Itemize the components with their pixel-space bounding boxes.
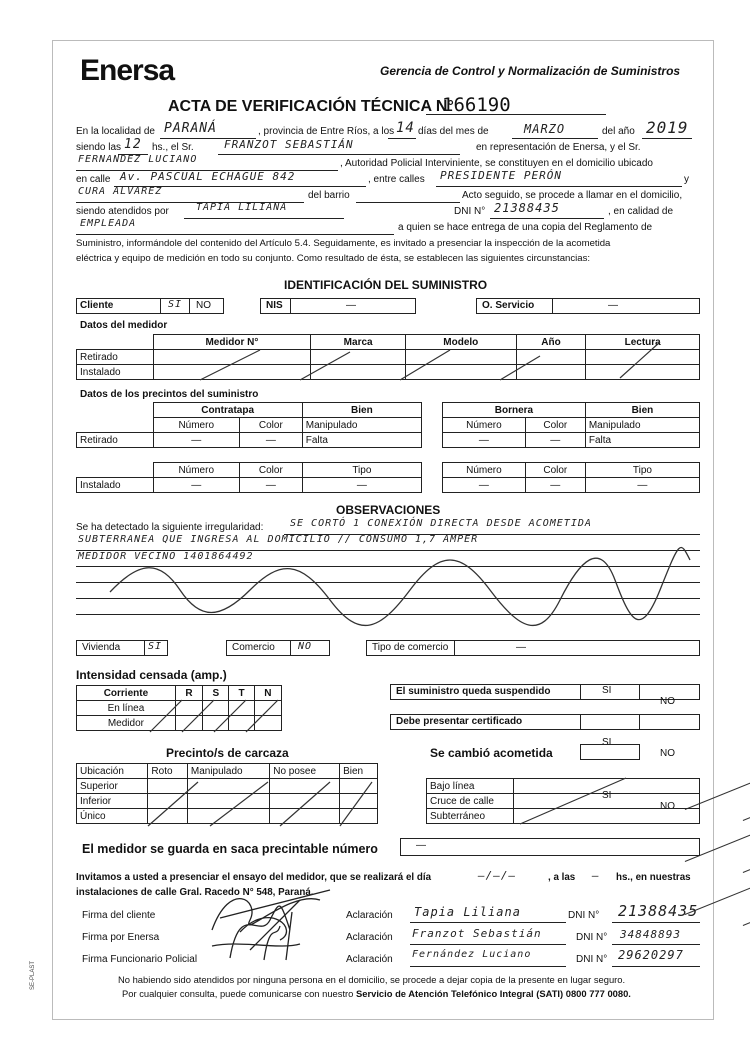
contratapa-header: Contratapa [153,403,302,418]
document-title: ACTA DE VERIFICACIÓN TÉCNICA N° [168,98,454,115]
aclaracion-3: Fernández Luciano [412,949,532,960]
col-header: R [175,686,202,701]
bien-header: Bien [585,403,699,418]
intro-text: en representación de Enersa, y el Sr. [476,142,641,153]
precintos-title: Datos de los precintos del suministro [80,389,259,400]
intro-text: y [684,174,689,185]
carcaza-title: Precinto/s de carcaza [166,746,289,760]
acometida-no: NO [660,801,750,812]
certificado-label: Debe presentar certificado [396,716,523,727]
invitacion-text: hs., en nuestras [616,872,691,883]
acometida-title: Se cambió acometida [430,746,553,760]
row-label: Cruce de calle [427,794,514,809]
intro-text: eléctrica y equipo de medición en todo su conjunto. Como resultado de ésta, se establecen las siguientes circunstancias: [76,253,591,264]
col-header: Manipulado [302,418,421,433]
anio-value: 2019 [646,118,689,137]
intro-text: siendo las [76,142,122,153]
sati-phone: Servicio de Atención Telefónico Integral (SATI) 0800 777 0080. [356,988,631,999]
dni-label: DNI N° [576,932,608,943]
col-header: Número [443,418,526,433]
aclaracion-label: Aclaración [346,910,393,921]
entre2-value: CURA ALVAREZ [78,186,163,197]
col-header: Año [516,335,586,350]
department-title: Gerencia de Control y Normalización de Suministros [380,64,681,78]
comercio-label: Comercio [232,642,275,653]
row-label: Bajo línea [427,779,514,794]
observaciones-label: Se ha detectado la siguiente irregularidad: [76,522,264,533]
side-code: SE-PLAST [30,960,36,990]
intro-text: , Autoridad Policial Interviniente, se constituyen en el domicilio ubicado [340,158,653,169]
cell-value: — [443,478,526,493]
row-label: Inferior [77,794,148,809]
certificado-no: NO [660,748,750,759]
col-header: N [254,686,281,701]
sr-value: FRANZOT SEBASTIÁN [224,138,354,151]
cliente-si: SI [168,299,183,310]
calle-value: Av. PASCUAL ECHAGÜE 842 [120,170,296,183]
cell-value: — [443,433,526,448]
col-header: Tipo [585,463,699,478]
row-label: Instalado [77,478,154,493]
footer-line-1: No habiendo sido atendidos por ninguna persona en el domicilio, se procede a dejar copia de la presente en lugar seguro. [118,974,626,985]
aclaracion-2: Franzot Sebastián [412,927,542,940]
cell-value: — [239,433,302,448]
col-header: Modelo [405,335,516,350]
cell-value: — [153,478,239,493]
intro-text: a quien se hace entrega de una copia del Reglamento de [398,222,653,233]
oservicio-value: — [608,300,618,311]
col-header: Marca [311,335,406,350]
col-header: Manipulado [585,418,699,433]
col-header: Número [153,418,239,433]
firma-cliente-label: Firma del cliente [82,910,156,921]
suspendido-si: SI [602,685,750,696]
observacion-line-3: MEDIDOR VECINO 1401864492 [78,551,254,562]
enersa-logo: Enersa [80,54,175,87]
bornera-header: Bornera [443,403,586,418]
row-label: Retirado [77,350,154,365]
row-label: En línea [77,701,176,716]
row-label: Medidor [77,716,176,731]
atendido-value: TAPIA LILIANA [196,202,288,213]
localidad-value: PARANÁ [164,121,217,136]
dia-value: 14 [396,120,415,136]
col-header: Bien [340,764,378,779]
dni-2: 34848893 [620,928,681,941]
col-header: Color [239,463,302,478]
firma-enersa-label: Firma por Enersa [82,932,160,943]
col-header: Medidor N° [153,335,311,350]
comercio-value: NO [298,641,313,652]
col-header: Número [153,463,239,478]
col-header: Color [239,418,302,433]
intro-text: Acto seguido, se procede a llamar en el domicilio, [462,190,683,201]
observacion-line-2: SUBTERRANEA QUE INGRESA AL DOMICILIO // CONSUMO 1,7 AMPER [78,534,479,545]
intro-text: DNI N° [454,206,486,217]
firma-policial-label: Firma Funcionario Policial [82,954,198,965]
row-label: Retirado [77,433,154,448]
datos-medidor-label: Datos del medidor [80,320,168,331]
certificado-si: SI [602,737,750,748]
cell-value: — [525,478,585,493]
cell-value: — [525,433,585,448]
mes-value: MARZO [524,122,566,136]
footer-line-2 [122,988,631,999]
nis-label: NIS [266,300,283,311]
intro-text: hs., el Sr. [152,142,194,153]
invitacion-text: Invitamos a usted a presenciar el ensayo del medidor, que se realizará el día [76,872,432,883]
dni-3: 29620297 [618,948,684,962]
autoridad-value: FERNANDEZ LUCIANO [78,154,198,165]
col-header: Falta [585,433,699,448]
row-label: Instalado [77,365,154,380]
dni-label: DNI N° [568,910,600,921]
row-label: Único [77,809,148,824]
col-header: Número [443,463,526,478]
intro-text: , entre calles [368,174,425,185]
col-header: T [229,686,254,701]
aclaracion-label: Aclaración [346,932,393,943]
intensidad-title: Intensidad censada (amp.) [76,668,227,682]
col-header: Roto [148,764,187,779]
cell-value: — [585,478,699,493]
row-label: Superior [77,779,148,794]
col-header: Manipulado [187,764,269,779]
vivienda-value: SI [148,641,163,652]
tipo-comercio-label: Tipo de comercio [372,642,449,653]
invitacion-text: , a las [548,872,576,883]
col-header: Corriente [77,686,176,701]
oservicio-label: O. Servicio [482,300,535,311]
aclaracion-1: Tapia Liliana [414,905,521,919]
col-header: No posee [270,764,340,779]
document-number: 166190 [442,94,511,116]
cliente-label: Cliente [80,300,114,311]
intro-text: En la localidad de [76,126,155,137]
intro-text: del barrio [308,190,350,201]
saca-value: — [416,840,426,851]
intro-text: días del mes de [418,126,489,137]
intro-text: , provincia de Entre Ríos, a los [258,126,395,137]
cell-value: — [239,478,302,493]
intro-text: , en calidad de [608,206,674,217]
intro-text: en calle [76,174,111,185]
invitacion-text: instalaciones de calle Gral. Racedo N° 548, Paraná. [76,887,314,898]
cell-value: — [302,478,421,493]
bien-header: Bien [302,403,421,418]
suspendido-no: NO [660,696,750,707]
observaciones-title: OBSERVACIONES [336,503,441,517]
dni-1: 21388435 [618,902,699,920]
aclaracion-label: Aclaración [346,954,393,965]
dni-value: 21388435 [494,201,560,215]
acometida-si: SI [602,790,750,801]
hora-value: 12 [124,137,142,152]
col-header: Color [525,418,585,433]
intro-text: siendo atendidos por [76,206,169,217]
tipo-comercio-value: — [516,642,526,653]
identificacion-title: IDENTIFICACIÓN DEL SUMINISTRO [284,278,488,292]
calidad-value: EMPLEADA [80,218,137,229]
entre1-value: PRESIDENTE PERÓN [440,169,562,182]
col-header: S [203,686,229,701]
col-header: Tipo [302,463,421,478]
observacion-line-1: SE CORTÓ 1 CONEXIÓN DIRECTA DESDE ACOMETIDA [290,518,592,529]
cell-value: — [153,433,239,448]
invitacion-fecha: —/—/— [478,869,517,882]
saca-label: El medidor se guarda en saca precintable número [82,842,378,856]
vivienda-label: Vivienda [82,642,121,653]
intro-text: del año [602,126,635,137]
row-label: Subterráneo [427,809,514,824]
intro-text: Suministro, informándole del contenido del Artículo 5.4. Seguidamente, es invitado a presenciar la inspección de la acometida [76,238,611,249]
suspendido-label: El suministro queda suspendido [396,686,551,697]
cliente-no: NO [196,300,211,311]
dni-label: DNI N° [576,954,608,965]
invitacion-hora: — [592,869,600,882]
col-header: Color [525,463,585,478]
col-header: Falta [302,433,421,448]
footer-line-2a: Por cualquier consulta, puede comunicarse con nuestro [122,988,356,999]
nis-value: — [346,300,356,311]
col-header: Lectura [586,335,700,350]
col-header: Ubicación [77,764,148,779]
